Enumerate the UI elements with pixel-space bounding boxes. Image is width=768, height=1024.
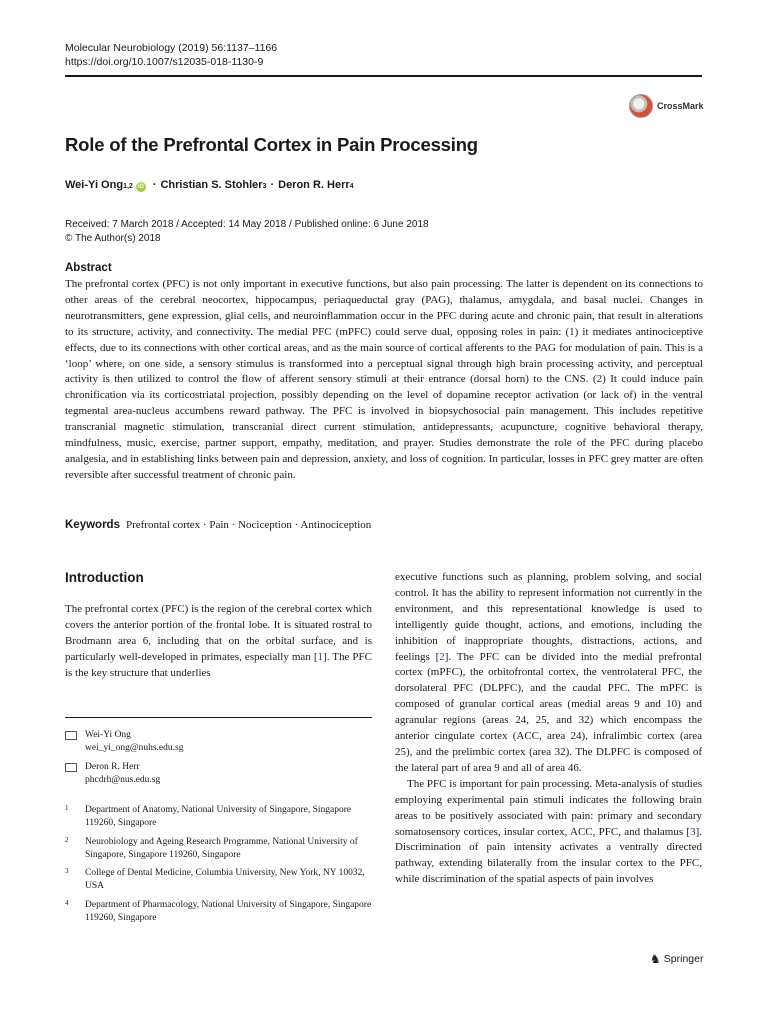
body-paragraph: executive functions such as planning, problem solving, and social control. It has the ability to represent information not currently in the environment, and this representational knowledge is used to intelligently guide thought, actions, and emotions, including the inhibition of inappropriate thoughts, distractions, actions, and feelings [2]. The PFC can be divided into the medial prefrontal cortex (mPFC), the orbitofrontal cortex, the ventrolateral PFC, the dorsolateral PFC (DLPFC), and the caudal PFC. The mPFC is composed of granular cortical areas (medial areas 9 and 10) and agranular regions (areas 24, 25, and 32) which encompass the anterior cingulate cortex (ACC, area 24), infralimbic cortex (area 25), and the prelimbic cortex (area 32). The DLPFC is composed of the lateral part of area 9 and all of area 46. bbox=[395, 571, 702, 774]
affiliation-text: Department of Pharmacology, National University of Singapore, Singapore 119260, Singapore bbox=[85, 900, 372, 923]
contact-email[interactable]: wei_yi_ong@nuhs.edu.sg bbox=[85, 743, 184, 753]
keywords-list: Prefrontal cortex · Pain · Nociception · Antinociception bbox=[125, 519, 372, 531]
right-column-text bbox=[395, 570, 702, 888]
crossmark-icon bbox=[629, 94, 653, 118]
author-name[interactable]: Christian S. Stohler bbox=[160, 179, 263, 191]
citation-link[interactable]: 2 bbox=[439, 650, 445, 663]
affiliation-text: College of Dental Medicine, Columbia University, New York, NY 10032, USA bbox=[85, 868, 365, 891]
author-list bbox=[65, 179, 354, 192]
citation-link[interactable]: 1 bbox=[317, 650, 324, 663]
contact-name: Wei-Yi Ong bbox=[85, 730, 131, 740]
corresponding-author bbox=[65, 761, 160, 787]
envelope-icon bbox=[65, 731, 77, 740]
author-name[interactable]: Wei-Yi Ong bbox=[65, 179, 124, 191]
abstract-heading: Abstract bbox=[65, 262, 112, 274]
crossmark-badge[interactable] bbox=[629, 94, 704, 118]
orcid-icon[interactable]: iD bbox=[137, 184, 144, 190]
contact-name: Deron R. Herr bbox=[85, 762, 140, 772]
affiliation-number: 4 bbox=[65, 899, 69, 907]
body-paragraph: The PFC is important for pain processing. Meta-analysis of studies employing experimental pain stimuli indicates the following brain areas to be positively associated with pain: primary and secondary somatosensory cortices, insular cortex, ACC, PFC, and thalamus [3]. Discrimination of pain intensity activates a ventrally directed pathway, extending bilaterally from the insular cortex to the PFC, while discrimination of the spatial aspects of pain involves bbox=[395, 777, 702, 886]
contact-email[interactable]: phcdrh@nus.edu.sg bbox=[85, 775, 161, 785]
doi-link[interactable]: https://doi.org/10.1007/s12035-018-1130-9 bbox=[65, 56, 264, 68]
citation-link[interactable]: 3 bbox=[690, 825, 696, 838]
affiliation-number: 1 bbox=[65, 804, 69, 812]
publisher-name: Springer bbox=[663, 953, 704, 965]
footnote-rule bbox=[65, 717, 372, 718]
springer-horse-icon: ♞ bbox=[650, 952, 661, 966]
abstract-text: The prefrontal cortex (PFC) is not only important in executive functions, but also pain processing. The latter is dependent on its connections to other areas of the cerebral neocortex, hippocampus, periaqueductal gray (PAG), thalamus, amygdala, and basal nuclei. Changes in neurotransmitters, gene expression, glial cells, and neuroinflammation occur in the PFC during acute and chronic pain, that result in alterations to its structure, activity, and connectivity. The medial PFC (mPFC) could serve dual, opposing roles in pain: (1) it mediates antinociceptive effects, due to its connections with other cortical areas, and as the main source of cortical afferents to the PAG for modulation of pain. This is a ‘loop’ where, on one side, a sensory stimulus is transformed into a perceptual signal through high brain processing activity, and perceptual activity is then utilized to control the flow of afferent sensory stimuli at their entrance (dorsal horn) to the CNS. (2) It could induce pain chronification via its corticostriatal projection, possibly depending on the level of dopamine receptor activation (or lack of) in the ventral tegmental area-nucleus accumbens reward pathway. The PFC is involved in biopsychosocial pain management. This includes repetitive transcranial magnetic stimulation, transcranial direct current stimulation, antidepressants, acupuncture, cognitive behavioral therapy, mindfulness, music, exercise, partner support, empathy, meditation, and prayer. Studies demonstrate the role of the PFC during placebo analgesia, and in establishing links between pain and depression, anxiety, and loss of cognition. In particular, losses in PFC grey matter are often reversible after successful treatment of chronic pain. bbox=[65, 278, 703, 481]
envelope-icon bbox=[65, 763, 77, 772]
affiliation bbox=[65, 804, 372, 830]
publisher-logo bbox=[650, 952, 703, 966]
affiliation bbox=[65, 899, 372, 925]
keywords bbox=[65, 519, 371, 531]
intro-paragraph: The prefrontal cortex (PFC) is the region of the cerebral cortex which covers the anterior portion of the frontal lobe. It is situated rostral to Brodmann area 6, including that on the orbital surface, and is particularly well-developed in primates, especially man [1]. The PFC is the key structure that underlies bbox=[65, 603, 373, 679]
copyright-notice: © The Author(s) 2018 bbox=[65, 233, 161, 244]
header-rule bbox=[65, 75, 702, 77]
author-affil-sup: 4 bbox=[349, 183, 354, 190]
keywords-label: Keywords bbox=[65, 519, 120, 531]
affiliation bbox=[65, 867, 372, 893]
affiliation-number: 2 bbox=[65, 836, 69, 844]
author-name[interactable]: Deron R. Herr bbox=[278, 179, 350, 191]
affiliation-text: Neurobiology and Ageing Research Programme, National University of Singapore, Singapore 119260, Singapore bbox=[85, 837, 358, 860]
crossmark-label: CrossMark bbox=[657, 101, 704, 111]
affiliation-text: Department of Anatomy, National University of Singapore, Singapore 119260, Singapore bbox=[85, 805, 352, 828]
section-heading-introduction: Introduction bbox=[65, 570, 144, 585]
corresponding-author bbox=[65, 729, 183, 755]
publication-dates: Received: 7 March 2018 / Accepted: 14 May 2018 / Published online: 6 June 2018 bbox=[65, 219, 429, 230]
author-separator: · bbox=[270, 179, 275, 191]
author-affil-sup: 3 bbox=[262, 183, 267, 190]
affiliation bbox=[65, 836, 372, 862]
author-separator: · bbox=[152, 179, 157, 191]
affiliation-number: 3 bbox=[65, 867, 69, 875]
author-affil-sup: 1,2 bbox=[123, 183, 133, 190]
journal-citation: Molecular Neurobiology (2019) 56:1137–1166 bbox=[65, 42, 278, 54]
article-title: Role of the Prefrontal Cortex in Pain Processing bbox=[65, 134, 478, 155]
